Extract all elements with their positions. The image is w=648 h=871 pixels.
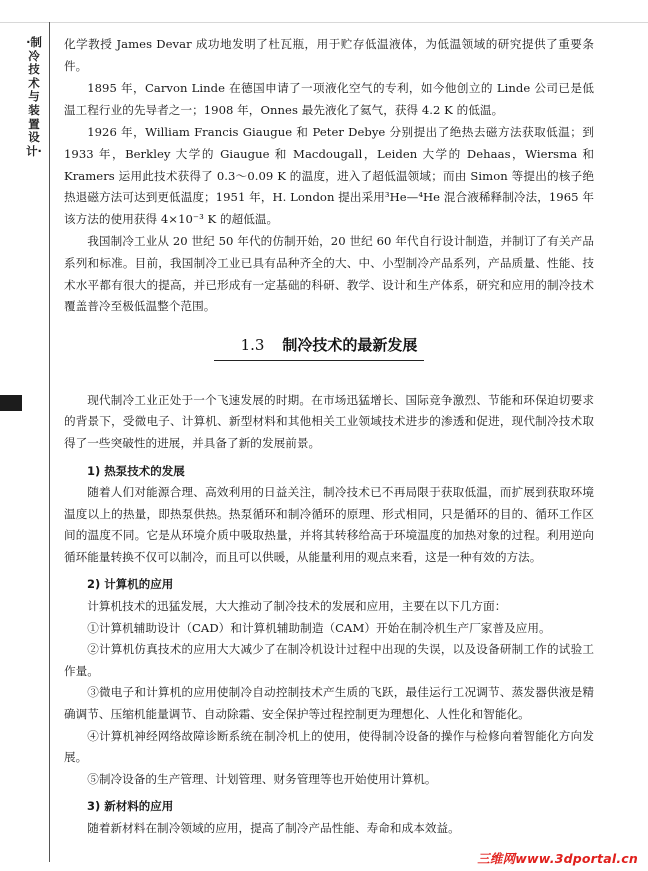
body-text: [64, 34, 594, 840]
section-title: 制冷技术的最新发展: [282, 335, 418, 354]
section-heading: [64, 334, 594, 364]
list-item: ③微电子和计算机的应用使制冷自动控制技术产生质的飞跃，最佳运行工况调节、蒸发器供液是精确调节、压缩机能量调节、自动除霜、安全保护等过程控制更为理想化、人性化和智能化。: [64, 685, 594, 722]
paragraph: 我国制冷工业从 20 世纪 50 年代的仿制开始，20 世纪 60 年代自行设计制造，并制订了有关产品系列和标准。目前，我国制冷工业已具有品种齐全的大、中、小型制冷产品系列，产品质量、性能、技术水平都有很大的提高，并已形成有一定基础的科研、教学、设计和生产体系，研究和应用的制冷技术覆盖普冷至极低温整个范围。: [64, 234, 594, 314]
list-item: ①计算机辅助设计（CAD）和计算机辅助制造（CAM）开始在制冷机生产厂家普及应用。: [87, 620, 551, 635]
paragraph: 1926 年，William Francis Giaugue 和 Peter Debye 分别提出了绝热去磁方法获取低温；到 1933 年，Berkley 大学的 Giaugue 和 Macdougall，Leiden 大学的 Dehaas，Wiersma 和 Kramers 运用此技术获得了 0.3～0.09 K 的温度，进入了超低温领域；而由 Simon 等提出的核子绝热退磁方法可达到更低温度；1951 年，H. London 提出采用³He—⁴He 混合液稀释制冷法，1965 年该方法的使用获得 4×10⁻³ K 的超低温。: [64, 125, 594, 226]
paragraph: 化学教授 James Devar 成功地发明了杜瓦瓶，用于贮存低温液体，为低温领域的研究提供了重要条件。: [64, 37, 594, 73]
paragraph: 随着人们对能源合理、高效利用的日益关注，制冷技术已不再局限于获取低温，而扩展到获取环境温度以上的热量，即热泵供热。热泵循环和制冷循环的原理、形式相同，只是循环的目的、循环工作区间的温度不同。它是从环境介质中吸取热量，并将其转移给高于环境温度的加热对象的过程。利用逆向循环能量转换不仅可以制冷，而且可以供暖，从能量利用的观点来看，这是一种有效的方法。: [64, 485, 594, 564]
list-item: ②计算机仿真技术的应用大大减少了在制冷机设计过程中出现的失误，以及设备研制工作的试验工作量。: [64, 642, 594, 678]
top-rule: [0, 22, 648, 23]
thumb-index-tab: [0, 395, 22, 411]
section-number: 1.3: [240, 335, 265, 354]
section-underline: [214, 360, 424, 361]
section-intro: 现代制冷工业正处于一个飞速发展的时期。在市场迅猛增长、国际竞争激烈、节能和环保迫切要求的背景下，受微电子、计算机、新型材料和其他相关工业领域技术进步的渗透和促进，现代制冷技术取得了一些突破性的进展，并具备了新的发展前景。: [64, 392, 594, 450]
list-item: ④计算机神经网络故障诊断系统在制冷机上的使用，使得制冷设备的操作与检修向着智能化方向发展。: [64, 728, 594, 765]
paragraph: 随着新材料在制冷领域的应用，提高了制冷产品性能、寿命和成本效益。: [87, 821, 460, 835]
subsection-heading: 2) 计算机的应用: [87, 577, 174, 592]
subsection-heading: 3) 新材料的应用: [87, 799, 174, 814]
watermark-text: 三维网www.3dportal.cn: [477, 851, 638, 866]
margin-rule: [49, 22, 50, 862]
paragraph: 1895 年，Carvon Linde 在德国申请了一项液化空气的专利，如今他创立的 Linde 公司已是低温工程行业的先导者之一；1908 年，Onnes 最先液化了氦气，获得 4.2 K 的低温。: [64, 81, 594, 117]
subsection-heading: 1) 热泵技术的发展: [87, 463, 185, 478]
running-title: ·制冷技术与装置设计·: [26, 35, 42, 158]
list-item: ⑤制冷设备的生产管理、计划管理、财务管理等也开始使用计算机。: [87, 771, 437, 786]
paragraph: 计算机技术的迅猛发展，大大推动了制冷技术的发展和应用，主要在以下几方面：: [87, 599, 507, 614]
